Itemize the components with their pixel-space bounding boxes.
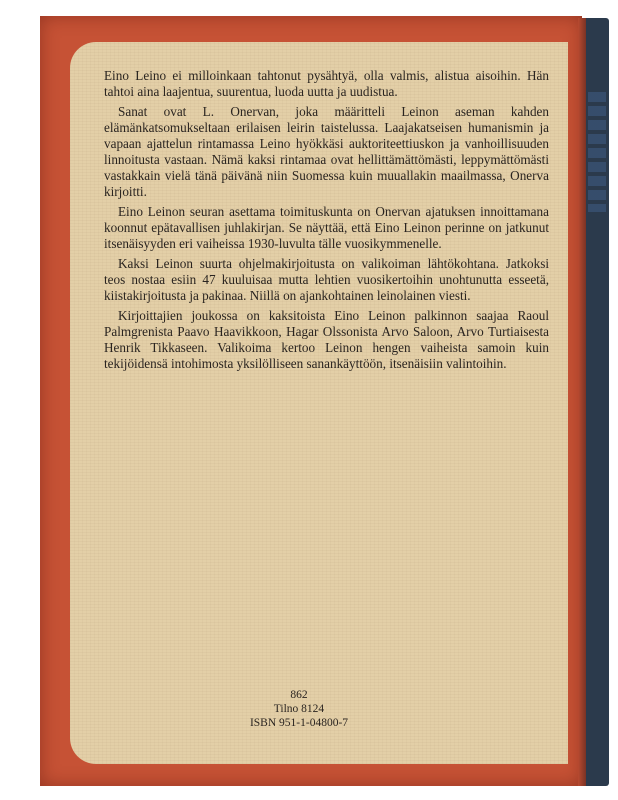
blurb-paragraph-3: Eino Leinon seuran asettama toimituskunta on Onervan ajatuksen innoittamana koonnut epätavallisen juhlakirjan. Se näyttää, että Eino Leinon perinne on jatkunut itsenäisyyden eri vaiheissa 1930-luvulta tälle vuosikymmenelle. [104,204,549,251]
blurb-paragraph-5: Kirjoittajien joukossa on kaksitoista Eino Leinon palkinnon saajaa Raoul Palmgrenista Paavo Haavikkoon, Hagar Olssonista Arvo Saloon, Arvo Turtiaisesta Henrik Tikkaseen. Valikoima kertoo Leinon hengen vaiheista samoin kuin tekijöidensä intohimosta yksilölliseen sanankäyttöön, itsenäisiin valintoihin. [104,308,549,371]
colophon [200,688,398,730]
blurb-text [104,68,549,376]
tilno-number: Tilno 8124 [273,703,325,715]
book-number: 862 [290,689,308,701]
blurb-paragraph-4: Kaksi Leinon suurta ohjelmakirjoitusta on valikoiman lähtökohtana. Jatkoksi teos nostaa esiin 47 kuuluisaa mutta lehtien vuosikertoihin unohtunutta esseetä, kiistakirjoitusta ja pakinaa. Niillä on ajankohtainen leinolainen viesti. [104,256,549,303]
blurb-paragraph-1: Eino Leino ei milloinkaan tahtonut pysähtyä, olla valmis, alistua aisoihin. Hän tahtoi aina laajentua, suurentua, luoda uutta ja uudistua. [104,68,549,99]
isbn: ISBN 951-1-04800-7 [249,717,349,729]
spine-title-lettering [588,92,606,212]
blurb-paragraph-2: Sanat ovat L. Onervan, joka määritteli Leinon aseman kahden elämänkatsomukseltaan erilaisen leirin taistelussa. Laajakatseisen humanismin ja vapaan ajattelun rintamassa Leino hyökkäsi auktoriteettiuskon ja vanhoillisuuden linnoitusta vastaan. Nämä kaksi rintamaa ovat hellittämättömästi, leppymättömästi vastakkain vielä tänä päivänä niin Suomessa kuin muuallakin maailmassa, Onerva kirjoitti. [104,104,549,199]
spine-fold [578,18,586,786]
